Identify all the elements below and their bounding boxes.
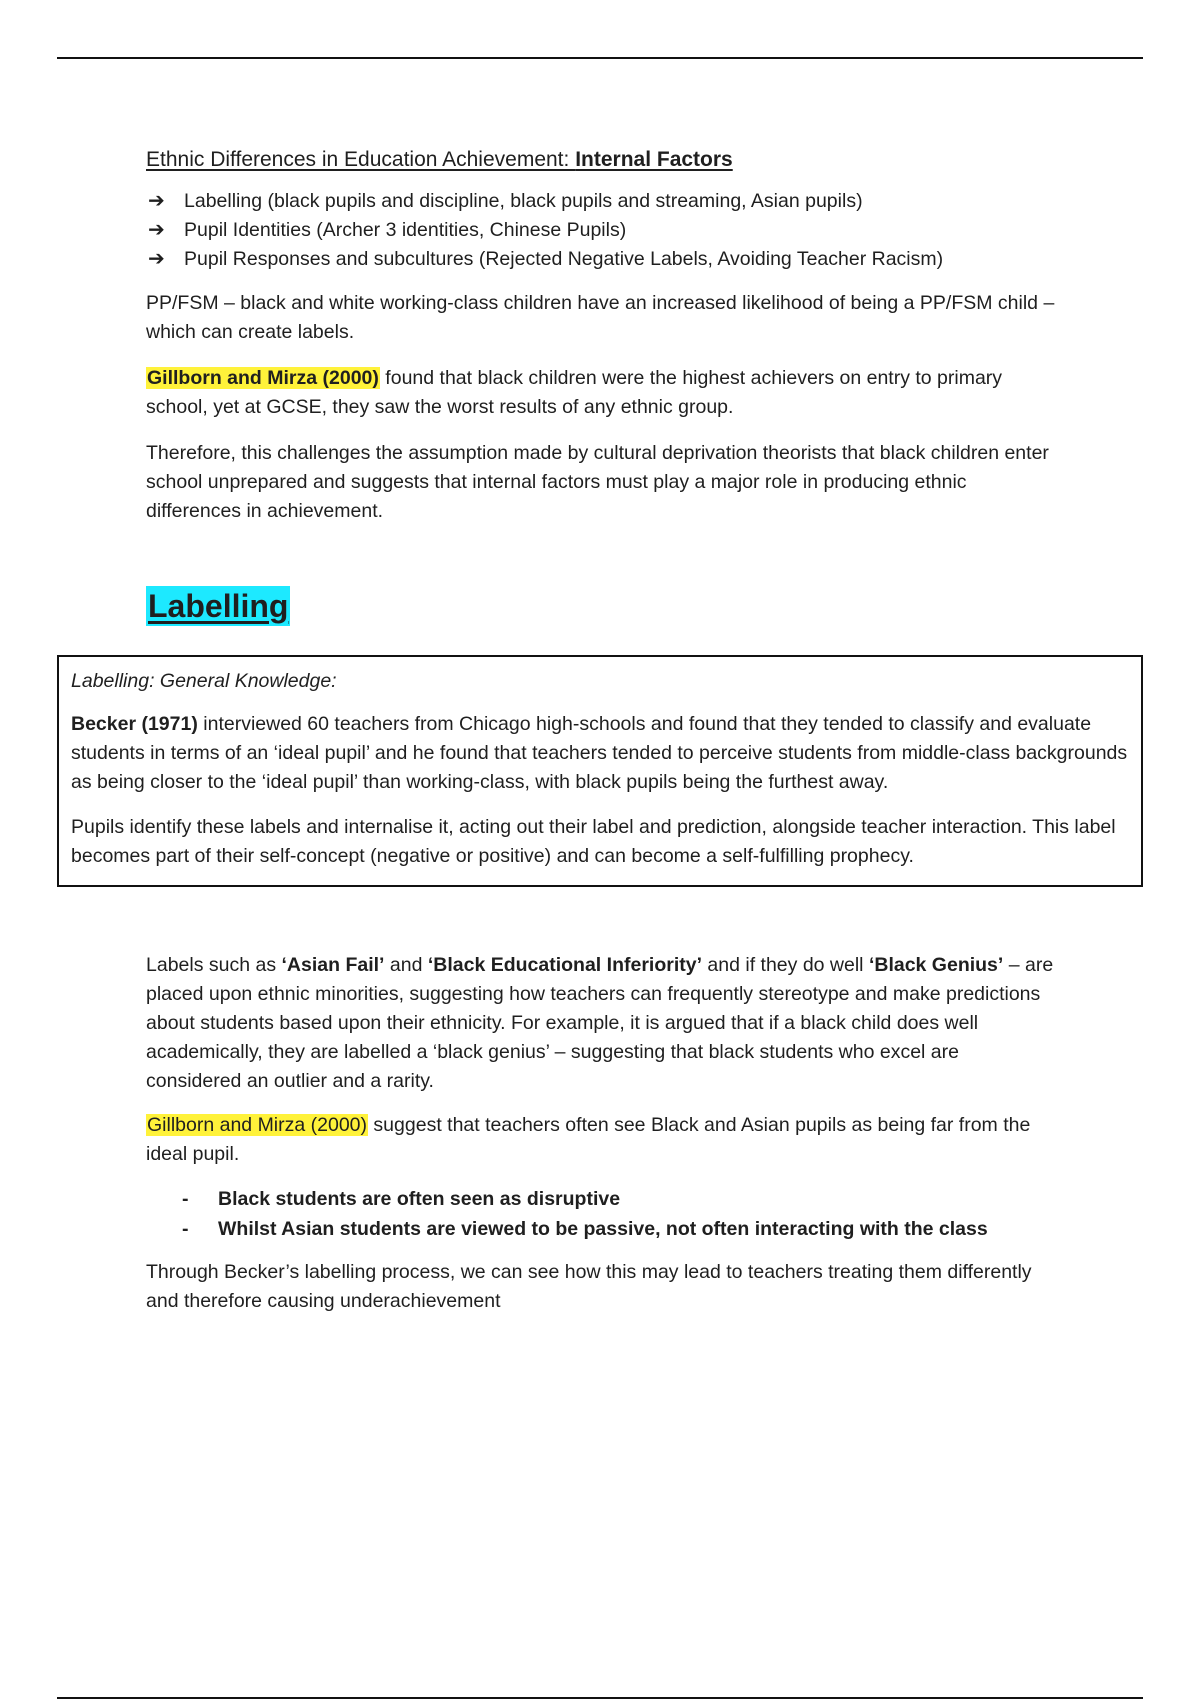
document-title xyxy=(146,145,1056,175)
pp-fsm-paragraph: PP/FSM – black and white working-class children have an increased likelihood of being a PP/FSM child – which can create labels. xyxy=(146,292,1055,343)
dash-bullet-icon: - xyxy=(182,1188,189,1210)
footer-rule xyxy=(57,1697,1143,1699)
list-item: ➔ Labelling (black pupils and discipline, black pupils and streaming, Asian pupils) xyxy=(184,187,1056,216)
document-body-top xyxy=(146,145,1056,626)
document-body-bottom xyxy=(146,951,1056,1316)
highlighted-reference: Gillborn and Mirza (2000) xyxy=(147,1114,368,1136)
gillborn-paragraph-2: Gillborn and Mirza (2000) suggest that teachers often see Black and Asian pupils as being far from the ideal pupil. xyxy=(146,1114,1031,1165)
gillborn-paragraph-1: Gillborn and Mirza (2000) found that black children were the highest achievers on entry to primary school, yet at GCSE, they saw the worst results of any ethnic group. xyxy=(146,367,1003,418)
header-rule xyxy=(57,57,1143,59)
dash-bullet-icon: - xyxy=(182,1218,189,1240)
becker-reference: Becker (1971) xyxy=(71,713,198,735)
arrow-icon: ➔ xyxy=(148,248,165,270)
list-item: - Whilst Asian students are viewed to be passive, not often interacting with the class xyxy=(218,1214,1056,1244)
topic-list xyxy=(146,187,1056,274)
labels-paragraph: Labels such as ‘Asian Fail’ and ‘Black Educational Inferiority’ and if they do well ‘Black Genius’ – are placed upon ethnic minorities, suggesting how teachers can frequently stereotype and make predictions about students based upon their ethnicity. For example, it is argued that if a black child does well academically, they are labelled a ‘black genius’ – suggesting that black students who excel are considered an outlier and a rarity. xyxy=(146,954,1054,1092)
becker-paragraph: Becker (1971) interviewed 60 teachers from Chicago high-schools and found that they tended to classify and evaluate students in terms of an ‘ideal pupil’ and he found that teachers tended to perceive students from middle-class backgrounds as being closer to the ‘ideal pupil’ than working-class, with black pupils being the furthest away. xyxy=(71,713,1128,793)
box-title: Labelling: General Knowledge: xyxy=(71,670,337,692)
therefore-paragraph: Therefore, this challenges the assumption made by cultural deprivation theorists that black children enter school unprepared and suggests that internal factors must play a major role in producing ethnic differences in achievement. xyxy=(146,442,1049,522)
pupils-paragraph: Pupils identify these labels and internalise it, acting out their label and prediction, alongside teacher interaction. This label becomes part of their self-concept (negative or positive) and can become a self-fulfilling prophecy. xyxy=(71,816,1116,867)
becker-process-paragraph: Through Becker’s labelling process, we can see how this may lead to teachers treating them differently and therefore causing underachievement xyxy=(146,1261,1032,1312)
list-item: ➔ Pupil Identities (Archer 3 identities, Chinese Pupils) xyxy=(184,216,1056,245)
list-item: ➔ Pupil Responses and subcultures (Rejected Negative Labels, Avoiding Teacher Racism) xyxy=(184,245,1056,274)
section-heading-labelling: Labelling xyxy=(148,588,289,624)
arrow-icon: ➔ xyxy=(148,190,165,212)
general-knowledge-box xyxy=(57,655,1143,887)
arrow-icon: ➔ xyxy=(148,219,165,241)
list-item: - Black students are often seen as disruptive xyxy=(218,1184,1056,1214)
title-plain: Ethnic Differences in Education Achievement: xyxy=(146,148,576,171)
title-bold: Internal Factors xyxy=(575,148,733,171)
highlighted-reference: Gillborn and Mirza (2000) xyxy=(147,367,379,389)
perception-list xyxy=(146,1184,1056,1244)
